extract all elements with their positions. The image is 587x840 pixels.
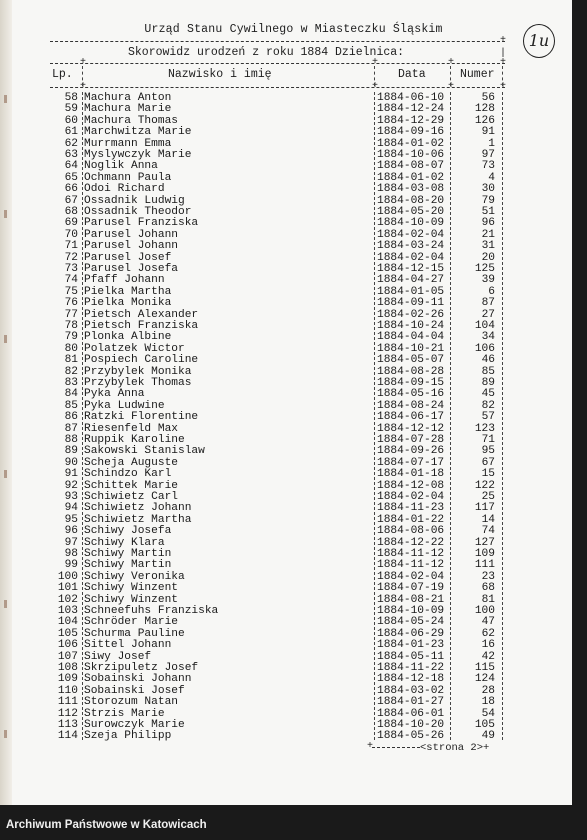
row-number: 82	[481, 399, 495, 412]
row-date: 1884-01-05	[377, 285, 445, 298]
row-lp: 87	[64, 422, 78, 435]
row-date: 1884-08-07	[377, 160, 445, 173]
row-number: 51	[481, 206, 495, 218]
row-date: 1884-03-24	[377, 240, 445, 253]
row-name: Sobainski Josef	[84, 684, 185, 697]
row-lp: 112	[57, 707, 78, 720]
column-header-number: Numer	[460, 68, 495, 81]
col-sep	[82, 66, 83, 86]
row-name: Murrmann Emma	[84, 137, 172, 150]
row-lp: 66	[64, 183, 78, 196]
row-name: Parusel Johann	[84, 228, 178, 241]
row-number: 109	[474, 548, 495, 560]
table-row	[0, 298, 572, 309]
row-number: 54	[481, 707, 495, 720]
row-name: Plonka Albine	[84, 331, 172, 344]
row-lp: 98	[64, 548, 78, 560]
row-date: 1884-08-06	[377, 525, 445, 538]
row-number: 68	[481, 582, 495, 595]
row-name: Pfaff Johann	[84, 274, 165, 287]
row-lp: 103	[57, 605, 78, 617]
row-name: Schurma Pauline	[84, 627, 185, 640]
row-number: 28	[481, 684, 495, 697]
row-date: 1884-07-17	[377, 456, 445, 469]
row-lp: 76	[64, 297, 78, 310]
row-number: 1	[488, 137, 495, 150]
row-number: 122	[474, 479, 495, 492]
row-lp: 75	[64, 285, 78, 298]
row-number: 125	[474, 263, 495, 275]
rule-header-top	[50, 63, 505, 64]
row-number: 6	[488, 285, 495, 298]
row-name: Ossadnik Theodor	[84, 206, 192, 218]
page-footer: <strona 2>+	[420, 742, 490, 754]
column-header-name: Nazwisko i imię	[168, 68, 272, 81]
row-name: Polatzek Wictor	[84, 342, 185, 355]
row-lp: 81	[64, 354, 78, 367]
row-lp: 68	[64, 206, 78, 218]
row-name: Schiwy Winzent	[84, 582, 178, 595]
row-date: 1884-05-20	[377, 206, 445, 218]
row-name: Surowczyk Marie	[84, 719, 185, 731]
row-name: Strzis Marie	[84, 707, 165, 720]
row-number: 95	[481, 445, 495, 458]
row-name: Myslywczyk Marie	[84, 149, 192, 161]
table-row	[0, 241, 572, 252]
row-lp: 95	[64, 513, 78, 526]
row-number: 97	[481, 149, 495, 161]
row-lp: 110	[57, 684, 78, 697]
row-date: 1884-12-24	[377, 103, 445, 116]
row-name: Machura Anton	[84, 92, 172, 104]
row-lp: 60	[64, 114, 78, 127]
row-number: 117	[474, 502, 495, 515]
row-date: 1884-10-21	[377, 342, 445, 355]
row-name: Schiwy Klara	[84, 536, 165, 549]
row-number: 67	[481, 456, 495, 469]
row-name: Schröder Marie	[84, 616, 178, 629]
index-subtitle: Skorowidz urodzeń z roku 1884 Dzielnica:	[128, 46, 405, 59]
row-name: Schneefuhs Franziska	[84, 605, 219, 617]
row-number: 126	[474, 114, 495, 127]
row-number: 96	[481, 217, 495, 230]
row-date: 1884-08-20	[377, 194, 445, 207]
row-date: 1884-11-22	[377, 662, 445, 674]
row-date: 1884-02-04	[377, 570, 445, 583]
row-lp: 65	[64, 171, 78, 184]
row-number: 91	[481, 126, 495, 139]
table-row	[0, 640, 572, 651]
row-name: Parusel Josefa	[84, 263, 178, 275]
row-lp: 64	[64, 160, 78, 173]
row-date: 1884-04-27	[377, 274, 445, 287]
row-number: 87	[481, 297, 495, 310]
row-lp: 91	[64, 468, 78, 481]
row-name: Skrzipuletz Josef	[84, 662, 199, 674]
row-lp: 99	[64, 559, 78, 572]
row-name: Pyka Anna	[84, 388, 145, 401]
row-date: 1884-02-04	[377, 228, 445, 241]
row-date: 1884-08-21	[377, 593, 445, 606]
row-name: Riesenfeld Max	[84, 422, 178, 435]
row-name: Schindzo Karl	[84, 468, 172, 481]
row-lp: 86	[64, 411, 78, 424]
col-sep	[502, 66, 503, 86]
row-lp: 80	[64, 342, 78, 355]
row-lp: 78	[64, 320, 78, 332]
row-date: 1884-11-12	[377, 548, 445, 560]
row-lp: 101	[57, 582, 78, 595]
row-name: Parusel Johann	[84, 240, 178, 253]
row-date: 1884-07-19	[377, 582, 445, 595]
row-name: Machura Marie	[84, 103, 172, 116]
row-number: 127	[474, 536, 495, 549]
row-name: Przybylek Thomas	[84, 377, 192, 389]
row-date: 1884-10-09	[377, 605, 445, 617]
row-lp: 83	[64, 377, 78, 389]
row-date: 1884-04-04	[377, 331, 445, 344]
row-name: Parusel Josef	[84, 251, 172, 264]
archive-caption-bar	[0, 812, 587, 840]
office-title: Urząd Stanu Cywilnego w Miasteczku Śląskim	[144, 23, 443, 36]
row-date: 1884-01-23	[377, 639, 445, 652]
row-date: 1884-01-27	[377, 696, 445, 709]
row-lp: 74	[64, 274, 78, 287]
row-number: 45	[481, 388, 495, 401]
row-name: Przybylek Monika	[84, 365, 192, 378]
row-date: 1884-08-28	[377, 365, 445, 378]
row-date: 1884-01-22	[377, 513, 445, 526]
row-date: 1884-07-28	[377, 434, 445, 446]
archive-name: Archiwum Państwowe w Katowicach	[6, 819, 207, 831]
row-lp: 105	[57, 627, 78, 640]
row-number: 123	[474, 422, 495, 435]
table-row	[0, 412, 572, 423]
col-sep	[374, 66, 375, 86]
table-row	[0, 583, 572, 594]
row-date: 1884-10-06	[377, 149, 445, 161]
document-page: Urząd Stanu Cywilnego w Miasteczku Śląskim 1u + Skorowidz urodzeń z roku 1884 Dzielnica: | + + + + Lp. Nazwisko i imię Data Numer + + + + 58 Machura Anton 1884-06-10 56 59 Machura Marie 1884-12-24 128 60 Machura Thomas 1884-12-29 126 61 Marchwitza Marie 1884-09-16 91 62 Murrmann Emma 1884-01-02 1 63 Myslywczyk Marie 1884-10-06 97 64 Noglik Anna 1884-08-07 73 65 Ochmann Paula 1884-01-02 4 66 Odoi Richard 1884-03-08 30 67 Ossadnik Ludwig 1884-08-20 79 68 Ossadnik Theodor 1884-05-20 51 69 Parusel Franziska 1884-10-09 96 70 Parusel Johann 1884-02-04 21 71 Parusel Johann 1884-03-24 31 72 Parusel Josef 1884-02-04 20 73 Parusel Josefa 1884-12-15 125 74 Pfaff Johann 1884-04-27 39 75 Pielka Martha 1884-01-05 6 76 Pielka Monika 1884-09-11 87 77 Pietsch Alexander 1884-02-26 27 78 Pietsch Franziska 1884-10-24 104 79 Plonka Albine 1884-04-04 34 80 Polatzek Wictor 1884-10-21 106 81 Pospiech Caroline 1884-05-07 46 82 Przybylek Monika 1884-08-28 85 83 Przybylek Thomas 1884-09-15 89 84 Pyka Anna 1884-05-16 45 85 Pyka Ludwine 1884-08-24 82 86 Ratzki Florentine 1884-06-17 57 87 Riesenfeld Max 1884-12-12 123 88 Ruppik Karoline 1884-07-28 71 89 Sakowski Stanislaw 1884-09-26 95 90 Scheja Auguste 1884-07-17 67 91 Schindzo Karl 1884-01-18 15 92 Schittek Marie 1884-12-08 122 93 Schiwietz Carl 1884-02-04 25 94 Schiwietz Johann 1884-11-23 117 95 Schiwietz Martha 1884-01-22 14 96 Schiwy Josefa 1884-08-06 74 97 Schiwy Klara 1884-12-22 127 98 Schiwy Martin 1884-11-12 109 99 Schiwy Martin 1884-11-12 111 100 Schiwy Veronika 1884-02-04 23 101 Schiwy Winzent 1884-07-19 68 102 Schiwy Winzent 1884-08-21 81 103 Schneefuhs Franziska 1884-10-09 100 104 Schröder Marie 1884-05-24 47 105 Schurma Pauline 1884-06-29 62 106 Sittel Johann 1884-01-23 16 107 Siwy Josef 1884-05-11 42 108 Skrzipuletz Josef 1884-11-22 115 109 Sobainski Johann 1884-12-18 124 110 Sobainski Josef 1884-03-02 28 111 Storozum Natan 1884-01-27 18 112 Strzis Marie 1884-06-01 54 113 Surowczyk Marie 1884-10-20 105 114 Szeja Philipp 1884-05-26 49 + <strona 2>+	[0, 0, 572, 805]
row-lp: 69	[64, 217, 78, 230]
row-name: Marchwitza Marie	[84, 126, 192, 139]
row-name: Ruppik Karoline	[84, 434, 185, 446]
row-name: Machura Thomas	[84, 114, 178, 127]
row-date: 1884-06-10	[377, 92, 445, 104]
row-number: 23	[481, 570, 495, 583]
row-number: 56	[481, 92, 495, 104]
row-lp: 77	[64, 308, 78, 321]
row-number: 25	[481, 491, 495, 503]
row-number: 16	[481, 639, 495, 652]
row-lp: 100	[57, 570, 78, 583]
row-date: 1884-01-02	[377, 137, 445, 150]
row-name: Schiwy Veronika	[84, 570, 185, 583]
row-date: 1884-06-29	[377, 627, 445, 640]
row-number: 27	[481, 308, 495, 321]
row-lp: 102	[57, 593, 78, 606]
row-lp: 90	[64, 456, 78, 469]
row-date: 1884-05-11	[377, 650, 445, 663]
row-lp: 70	[64, 228, 78, 241]
row-date: 1884-12-18	[377, 673, 445, 686]
row-name: Parusel Franziska	[84, 217, 199, 230]
row-number: 30	[481, 183, 495, 196]
row-number: 111	[474, 559, 495, 572]
row-date: 1884-05-24	[377, 616, 445, 629]
row-date: 1884-06-01	[377, 707, 445, 720]
row-number: 57	[481, 411, 495, 424]
column-header-lp: Lp.	[52, 68, 73, 81]
row-number: 20	[481, 251, 495, 264]
row-number: 115	[474, 662, 495, 674]
row-name: Ochmann Paula	[84, 171, 172, 184]
row-number: 100	[474, 605, 495, 617]
row-date: 1884-05-16	[377, 388, 445, 401]
row-lp: 92	[64, 479, 78, 492]
row-name: Sittel Johann	[84, 639, 172, 652]
row-lp: 59	[64, 103, 78, 116]
row-date: 1884-12-12	[377, 422, 445, 435]
row-number: 49	[481, 730, 495, 743]
row-date: 1884-02-04	[377, 491, 445, 503]
row-number: 128	[474, 103, 495, 116]
row-name: Schiwy Josefa	[84, 525, 172, 538]
row-name: Pyka Ludwine	[84, 399, 165, 412]
table-row	[0, 469, 572, 480]
row-lp: 114	[57, 730, 78, 743]
row-name: Storozum Natan	[84, 696, 178, 709]
row-date: 1884-01-02	[377, 171, 445, 184]
row-number: 79	[481, 194, 495, 207]
row-lp: 79	[64, 331, 78, 344]
row-date: 1884-12-29	[377, 114, 445, 127]
row-lp: 58	[64, 92, 78, 104]
row-number: 34	[481, 331, 495, 344]
row-date: 1884-09-11	[377, 297, 445, 310]
row-number: 46	[481, 354, 495, 367]
row-number: 104	[474, 320, 495, 332]
table-row	[0, 697, 572, 708]
row-lp: 88	[64, 434, 78, 446]
row-lp: 108	[57, 662, 78, 674]
row-date: 1884-08-24	[377, 399, 445, 412]
row-date: 1884-10-24	[377, 320, 445, 332]
row-date: 1884-03-02	[377, 684, 445, 697]
row-date: 1884-09-15	[377, 377, 445, 389]
row-date: 1884-11-23	[377, 502, 445, 515]
row-date: 1884-12-15	[377, 263, 445, 275]
row-date: 1884-02-04	[377, 251, 445, 264]
row-lp: 89	[64, 445, 78, 458]
row-name: Schiwy Martin	[84, 559, 172, 572]
row-lp: 93	[64, 491, 78, 503]
row-number: 106	[474, 342, 495, 355]
row-lp: 111	[57, 696, 78, 709]
row-name: Pospiech Caroline	[84, 354, 199, 367]
row-date: 1884-11-12	[377, 559, 445, 572]
row-number: 71	[481, 434, 495, 446]
row-date: 1884-02-26	[377, 308, 445, 321]
rule-footer	[372, 747, 420, 748]
row-number: 89	[481, 377, 495, 389]
row-name: Scheja Auguste	[84, 456, 178, 469]
row-date: 1884-10-20	[377, 719, 445, 731]
row-lp: 84	[64, 388, 78, 401]
row-name: Sakowski Stanislaw	[84, 445, 205, 458]
table-row	[0, 526, 572, 537]
row-name: Pielka Monika	[84, 297, 172, 310]
row-lp: 106	[57, 639, 78, 652]
row-number: 62	[481, 627, 495, 640]
row-name: Schiwietz Carl	[84, 491, 178, 503]
row-lp: 109	[57, 673, 78, 686]
row-number: 81	[481, 593, 495, 606]
row-name: Schiwy Martin	[84, 548, 172, 560]
col-sep	[450, 66, 451, 86]
row-lp: 107	[57, 650, 78, 663]
row-number: 4	[488, 171, 495, 184]
row-name: Schiwy Winzent	[84, 593, 178, 606]
row-number: 31	[481, 240, 495, 253]
row-number: 47	[481, 616, 495, 629]
row-lp: 113	[57, 719, 78, 731]
row-name: Schittek Marie	[84, 479, 178, 492]
row-lp: 61	[64, 126, 78, 139]
row-name: Szeja Philipp	[84, 730, 172, 743]
row-lp: 82	[64, 365, 78, 378]
row-number: 14	[481, 513, 495, 526]
row-number: 39	[481, 274, 495, 287]
page-number-stamp: 1u	[523, 24, 555, 58]
row-lp: 63	[64, 149, 78, 161]
row-number: 42	[481, 650, 495, 663]
row-lp: 62	[64, 137, 78, 150]
row-date: 1884-10-09	[377, 217, 445, 230]
row-date: 1884-09-26	[377, 445, 445, 458]
row-lp: 96	[64, 525, 78, 538]
row-name: Siwy Josef	[84, 650, 152, 663]
table-row	[0, 355, 572, 366]
row-number: 124	[474, 673, 495, 686]
row-number: 85	[481, 365, 495, 378]
row-lp: 97	[64, 536, 78, 549]
row-number: 21	[481, 228, 495, 241]
row-date: 1884-09-16	[377, 126, 445, 139]
row-number: 105	[474, 719, 495, 731]
row-date: 1884-05-26	[377, 730, 445, 743]
row-name: Sobainski Johann	[84, 673, 192, 686]
row-lp: 72	[64, 251, 78, 264]
row-name: Ossadnik Ludwig	[84, 194, 185, 207]
row-lp: 71	[64, 240, 78, 253]
row-name: Odoi Richard	[84, 183, 165, 196]
row-lp: 85	[64, 399, 78, 412]
rule-header-bottom	[50, 87, 505, 88]
rule-top	[50, 41, 505, 42]
row-name: Schiwietz Johann	[84, 502, 192, 515]
table-row	[0, 127, 572, 138]
row-lp: 73	[64, 263, 78, 275]
row-name: Pietsch Franziska	[84, 320, 199, 332]
row-date: 1884-12-08	[377, 479, 445, 492]
row-name: Pielka Martha	[84, 285, 172, 298]
row-number: 15	[481, 468, 495, 481]
row-date: 1884-12-22	[377, 536, 445, 549]
row-date: 1884-03-08	[377, 183, 445, 196]
row-number: 74	[481, 525, 495, 538]
row-lp: 94	[64, 502, 78, 515]
row-name: Pietsch Alexander	[84, 308, 199, 321]
row-lp: 104	[57, 616, 78, 629]
row-number: 73	[481, 160, 495, 173]
row-name: Schiwietz Martha	[84, 513, 192, 526]
table-row	[0, 184, 572, 195]
column-header-date: Data	[398, 68, 426, 81]
row-name: Noglik Anna	[84, 160, 158, 173]
row-number: 18	[481, 696, 495, 709]
row-date: 1884-05-07	[377, 354, 445, 367]
row-date: 1884-06-17	[377, 411, 445, 424]
row-lp: 67	[64, 194, 78, 207]
row-date: 1884-01-18	[377, 468, 445, 481]
row-name: Ratzki Florentine	[84, 411, 199, 424]
